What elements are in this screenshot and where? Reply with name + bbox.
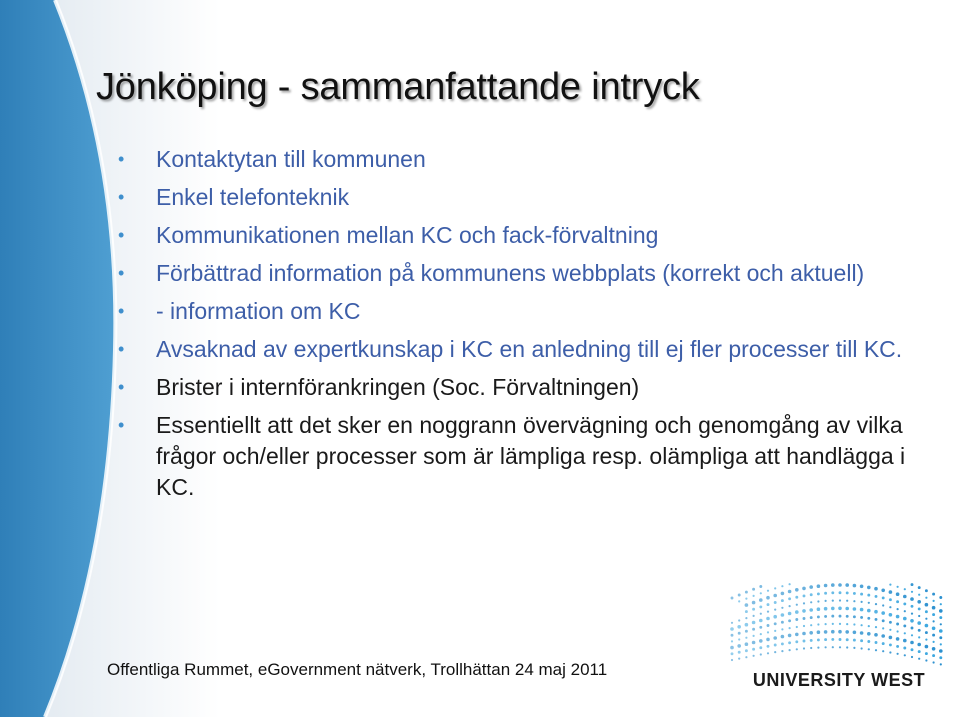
university-west-logo (720, 582, 952, 707)
logo-text: UNIVERSITY WEST (752, 670, 926, 690)
bullet-item: • Förbättrad information på kommunens webbplats (korrekt och aktuell) (118, 258, 918, 289)
bullet-item: • - information om KC (118, 296, 918, 327)
footer-text: Offentliga Rummet, eGovernment nätverk, Trollhättan 24 maj 2011 (107, 660, 608, 679)
bullet-item: • Enkel telefonteknik (118, 182, 918, 213)
bullet-item: • Essentiellt att det sker en noggrann övervägning och genomgång av vilka frågor och/eller processer som är lämpliga resp. olämpliga att handlägga i KC. (118, 410, 918, 503)
bullet-item: • Kontaktytan till kommunen (118, 144, 918, 175)
bullet-item: • Brister i internförankringen (Soc. Förvaltningen) (118, 372, 918, 403)
bullet-list (118, 144, 918, 510)
logo-swoosh-icon (720, 582, 952, 674)
bullet-item: • Avsaknad av expertkunskap i KC en anledning till ej fler processer till KC. (118, 334, 918, 365)
bullet-item: • Kommunikationen mellan KC och fack-förvaltning (118, 220, 918, 251)
slide-title: Jönköping - sammanfattande intryck (96, 66, 700, 108)
